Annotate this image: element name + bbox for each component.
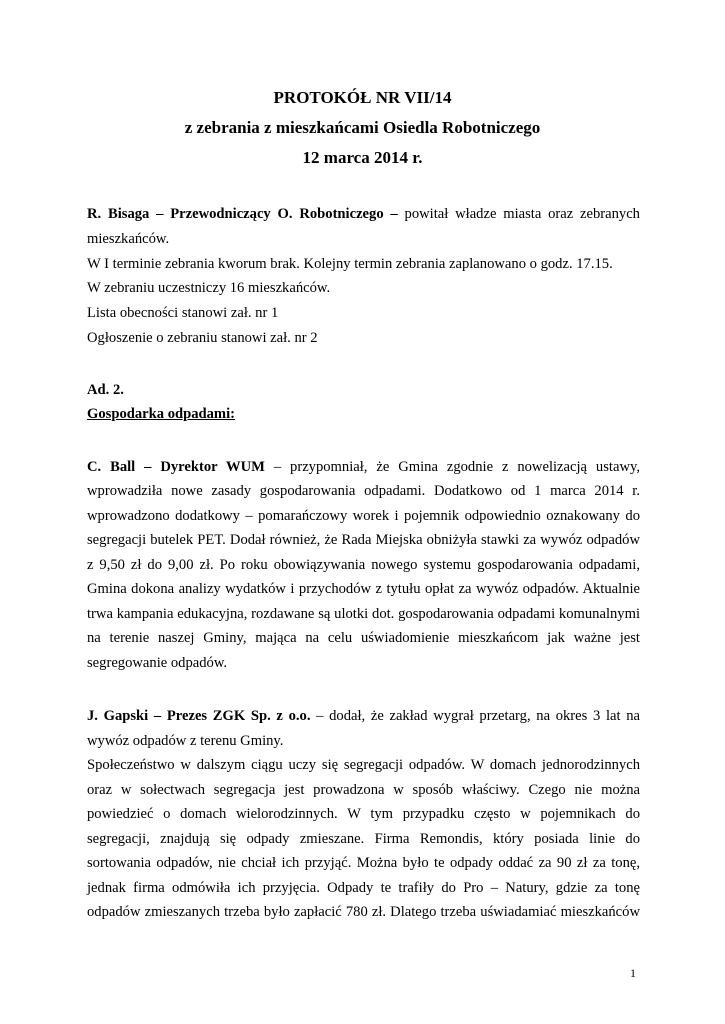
- ball-line-3: wprowadzono dodatkowy – pomarańczowy worek i pojemnik odpowiednio oznakowany do: [87, 508, 640, 524]
- intro-line-6: Ogłoszenie o zebraniu stanowi zał. nr 2: [87, 330, 318, 346]
- ball-speaker: C. Ball – Dyrektor WUM: [87, 459, 265, 475]
- intro-line-2: mieszkańców.: [87, 231, 170, 247]
- ball-line-7: trwa kampania edukacyjna, rozdawane są ulotki dot. gospodarowania odpadami komunalnymi: [87, 606, 640, 622]
- document-date: 12 marca 2014 r.: [302, 148, 423, 167]
- gapski-line-2: wywóz odpadów z terenu Gminy.: [87, 733, 284, 749]
- intro-speaker: R. Bisaga – Przewodniczący O. Robotniczego –: [87, 206, 398, 222]
- ball-line-9: segregowanie odpadów.: [87, 655, 228, 671]
- gapski-line-4: oraz w sołectwach segregacja jest prowadzona w sposób właściwy. Czego nie można: [87, 782, 640, 798]
- document-subtitle: z zebrania z mieszkańcami Osiedla Robotniczego: [184, 118, 541, 137]
- ball-line-6: Gmina dokona analizy wydatków i przychodów z tytułu opłat za wywóz odpadów. Aktualnie: [87, 581, 640, 597]
- ball-line-2: wprowadziła nowe zasady gospodarowania odpadami. Dodatkowo od 1 marca 2014 r.: [87, 483, 640, 499]
- ball-line-5: z 9,50 zł do 9,00 zł. Po roku obowiązywania nowego systemu gospodarowania odpadami,: [87, 557, 640, 573]
- ball-line-8: na terenie naszej Gminy, mająca na celu uświadomienie mieszkańcom jak ważne jest: [87, 630, 640, 646]
- gapski-line-3: Społeczeństwo w dalszym ciągu uczy się segregacji odpadów. W domach jednorodzinnych: [87, 757, 640, 773]
- intro-line-1: R. Bisaga – Przewodniczący O. Robotniczego – powitał władze miasta oraz zebranych: [87, 206, 640, 222]
- page-number: 1: [630, 966, 636, 980]
- ball-line-1: C. Ball – Dyrektor WUM – przypomniał, że Gmina zgodnie z nowelizacją ustawy,: [87, 459, 640, 475]
- intro-line-5: Lista obecności stanowi zał. nr 1: [87, 305, 279, 321]
- intro-line-3: W I terminie zebrania kworum brak. Kolejny termin zebrania zaplanowano o godz. 17.15.: [87, 256, 613, 272]
- gapski-line-9: odpadów zmieszanych trzeba było zapłacić 780 zł. Dlatego trzeba uświadamiać mieszkańców: [87, 904, 640, 920]
- document-title: PROTOKÓŁ NR VII/14: [273, 88, 452, 107]
- intro-line-4: W zebraniu uczestniczy 16 mieszkańców.: [87, 280, 331, 296]
- section-heading: Gospodarka odpadami:: [87, 406, 236, 422]
- gapski-line-6: segregacji, znajdują się odpady zmieszane. Firma Remondis, który posiada linie do: [87, 831, 640, 847]
- gapski-line-8: jednak firma odmówiła ich przyjęcia. Odpady te trafiły do Pro – Natury, gdzie za tonę: [87, 880, 640, 896]
- gapski-line-1: J. Gapski – Prezes ZGK Sp. z o.o. – dodał, że zakład wygrał przetarg, na okres 3 lat na: [87, 708, 640, 724]
- section-number: Ad. 2.: [87, 382, 124, 398]
- gapski-speaker: J. Gapski – Prezes ZGK Sp. z o.o.: [87, 708, 311, 724]
- gapski-line-7: sortowania odpadów, nie chciał ich przyjąć. Można było te odpady oddać za 90 zł za tonę,: [87, 855, 640, 871]
- ball-line-4: segregacji butelek PET. Dodał również, że Rada Miejska obniżyła stawki za wywóz odpadów: [87, 532, 640, 548]
- gapski-line-5: powiedzieć o domach wielorodzinnych. W tym przypadku często w pojemnikach do: [87, 806, 640, 822]
